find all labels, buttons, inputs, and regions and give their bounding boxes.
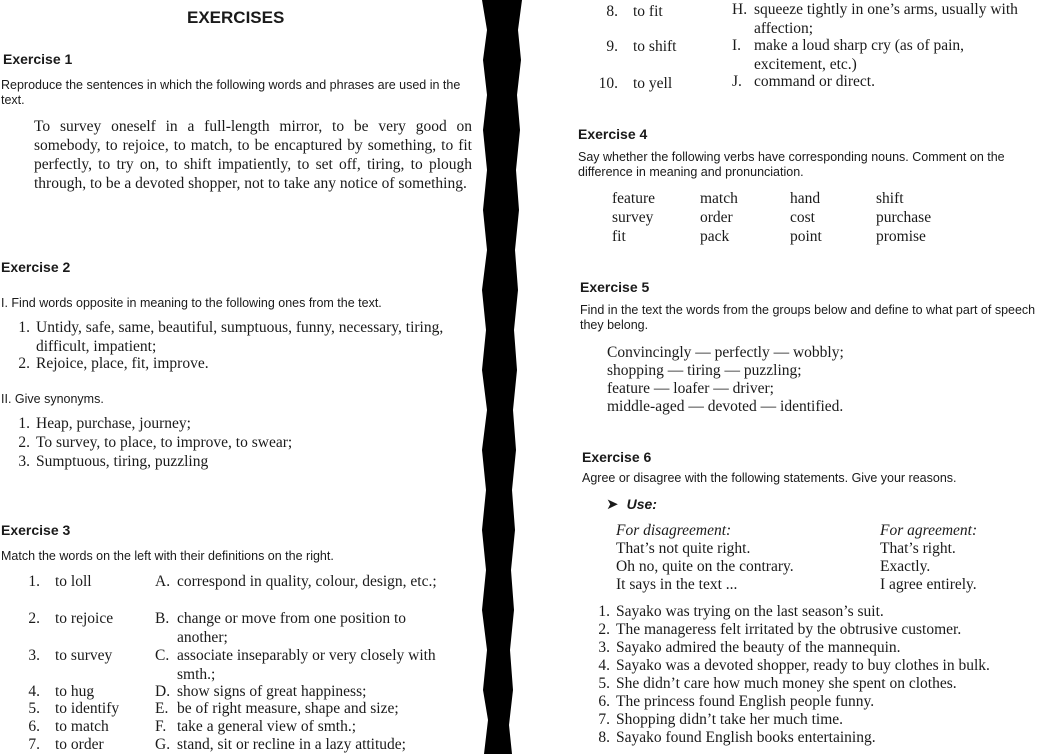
exercise-2-part2-item: 2. To survey, to place, to improve, to swear; bbox=[18, 434, 293, 451]
exercise-2-heading: Exercise 2 bbox=[1, 259, 71, 275]
exercise-5-instruction: Find in the text the words from the groups below and define to what part of speech they belong. bbox=[580, 303, 1036, 332]
disagree-phrase: It says in the text ... bbox=[616, 576, 738, 593]
disagree-phrase: Oh no, quite on the contrary. bbox=[616, 558, 794, 575]
exercise-5-heading: Exercise 5 bbox=[580, 279, 650, 295]
exercise-4-instruction: Say whether the following verbs have corresponding nouns. Comment on the difference in meaning and pronunciation. bbox=[578, 150, 1005, 179]
exercise-1-heading: Exercise 1 bbox=[3, 51, 73, 67]
agree-phrase: That’s right. bbox=[880, 540, 956, 557]
statement: 1. Sayako was trying on the last season’s suit. bbox=[598, 603, 884, 620]
exercise-4-word-grid: feature survey fit match order pack hand cost point shift purchase promise bbox=[612, 190, 932, 245]
exercise-3-instruction: Match the words on the left with their definitions on the right. bbox=[1, 549, 334, 563]
use-label: Use: bbox=[626, 496, 657, 512]
exercise-2-part1-label: I. Find words opposite in meaning to the following ones from the text. bbox=[1, 296, 382, 310]
exercise-5-line: middle-aged — devoted — identified. bbox=[607, 398, 844, 415]
statement: 8. Sayako found English books entertaining. bbox=[598, 729, 876, 746]
agree-phrase: I agree entirely. bbox=[880, 576, 977, 593]
left-page bbox=[0, 0, 500, 754]
right-page bbox=[520, 0, 1055, 754]
exercise-5-line: shopping — tiring — puzzling; bbox=[607, 362, 802, 379]
statement: 7. Shopping didn’t take her much time. bbox=[598, 711, 844, 728]
page-title: EXERCISES bbox=[187, 8, 285, 27]
arrow-right-icon: ➤ bbox=[606, 495, 619, 513]
exercise-2-part1-item: 1. Untidy, safe, same, beautiful, sumptuous, funny, necessary, tiring, difficult, impatient; bbox=[18, 319, 444, 355]
exercise-2-part2-label: II. Give synonyms. bbox=[1, 392, 104, 406]
statement: 3. Sayako admired the beauty of the mannequin. bbox=[598, 639, 901, 656]
disagree-phrase: That’s not quite right. bbox=[616, 540, 751, 557]
exercise-1-instruction: Reproduce the sentences in which the following words and phrases are used in the text. bbox=[1, 78, 461, 107]
disagree-heading: For disagreement: bbox=[616, 522, 732, 539]
exercise-1-text: To survey oneself in a full-length mirror, to be very good on somebody, to rejoice, to match, to be encaptured by something, to fit perfectly, to try on, to shift impatiently, to set off, tiring, to plough through, to be a devoted shopper, not to take any notice of something. bbox=[34, 118, 472, 192]
exercise-2-part2-item: 1. Heap, purchase, journey; bbox=[18, 415, 191, 432]
exercise-6-heading: Exercise 6 bbox=[582, 449, 652, 465]
use-label-row bbox=[606, 495, 657, 514]
statement: 2. The manageress felt irritated by the obtrusive customer. bbox=[598, 621, 962, 638]
exercise-5-line: feature — loafer — driver; bbox=[607, 380, 774, 397]
statement: 6. The princess found English people funny. bbox=[598, 693, 875, 710]
page-spine bbox=[482, 0, 522, 754]
agree-heading: For agreement: bbox=[880, 522, 978, 539]
statement: 5. She didn’t care how much money she spent on clothes. bbox=[598, 675, 957, 692]
exercise-3-match-list-continued: 8. to fit H. squeeze tightly in one’s arms, usually with affection; 9. to shift I. make a loud sharp cry (as of pain, excitement, etc.) 10. to yell J. command or direct. bbox=[598, 1, 1018, 92]
exercise-6-instruction: Agree or disagree with the following statements. Give your reasons. bbox=[582, 471, 957, 485]
exercise-4-heading: Exercise 4 bbox=[578, 126, 648, 142]
exercise-2-part1-item: 2. Rejoice, place, fit, improve. bbox=[18, 355, 209, 372]
exercise-5-line: Convincingly — perfectly — wobbly; bbox=[607, 344, 844, 361]
exercise-3-match-list: 1. to loll A. correspond in quality, colour, design, etc.; 2. to rejoice B. change or move from one position to another; 3. to survey C. associate inseparably or very closely with smth.; 4. to hug D. show signs of great happiness; 5. to identify E. be of right measure, shape and size; 6. to match F. take a general view of smth.; 7. to order G. stand, sit or recline in a lazy attitude; bbox=[28, 573, 437, 753]
exercise-2-part2-item: 3. Sumptuous, tiring, puzzling bbox=[18, 453, 209, 470]
exercise-3-heading: Exercise 3 bbox=[1, 522, 71, 538]
statement: 4. Sayako was a devoted shopper, ready to buy clothes in bulk. bbox=[598, 657, 990, 674]
agree-phrase: Exactly. bbox=[880, 558, 931, 575]
